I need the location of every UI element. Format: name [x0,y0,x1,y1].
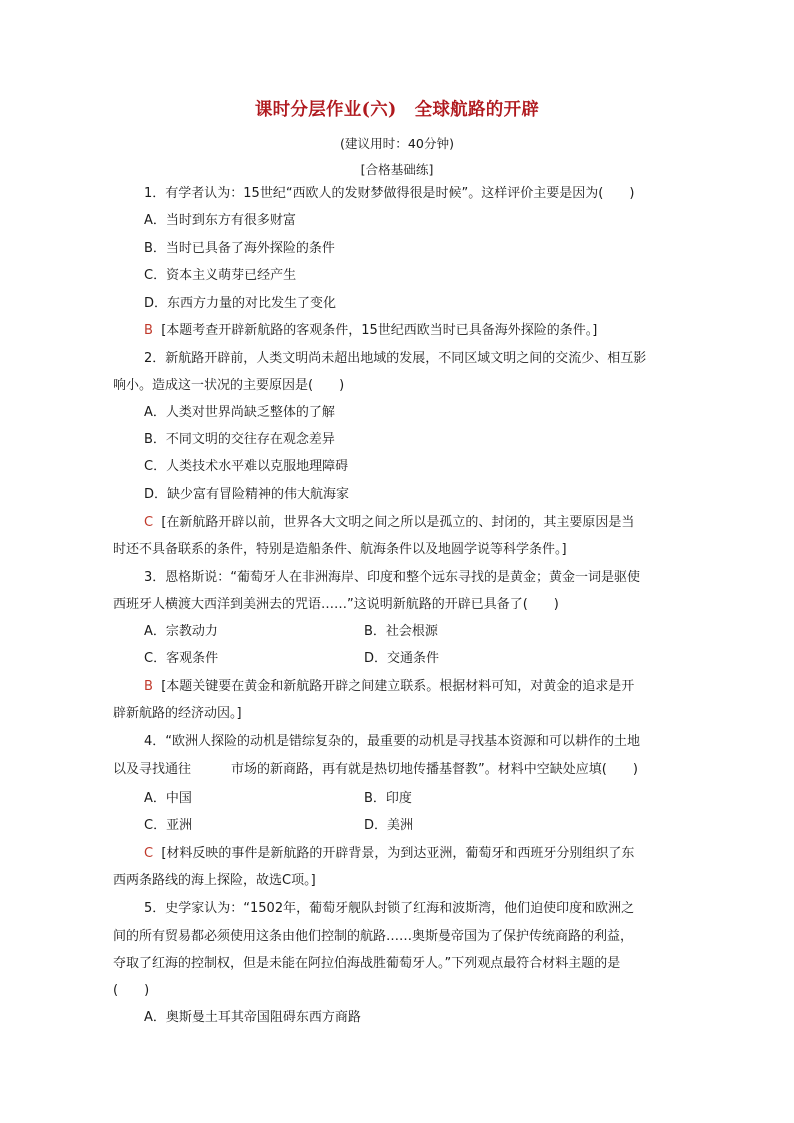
q5-stem-line3: 夺取了红海的控制权，但是未能在阿拉伯海战胜葡萄牙人。”下列观点最符合材料主题的是 [113,956,621,971]
q4-option-b: B．印度 [364,791,412,806]
q1-explanation-text: [本题考查开辟新航路的客观条件，15世纪西欧当时已具备海外探险的条件。] [161,323,598,338]
q4-option-d: D．美洲 [364,818,414,833]
q4-option-a: A．中国 [144,791,192,806]
q4-stem-line2 [113,761,638,779]
title-topic: 全球航路的开辟 [414,100,540,120]
q3-option-c: C．客观条件 [144,651,219,666]
q5-stem-line4: ( ) [113,983,150,998]
q5-option-a: A．奥斯曼土耳其帝国阻碍东西方商路 [144,1010,361,1025]
q1-explanation [144,322,597,340]
q2-option-b: B．不同文明的交往存在观念差异 [144,432,335,447]
q4-explanation-line1: [材料反映的事件是新航路的开辟背景，为到达亚洲，葡萄牙和西班牙分别组织了东 [161,846,635,861]
q2-explanation-line2: 时还不具备联系的条件，特别是造船条件、航海条件以及地圆学说等科学条件。] [113,542,567,557]
q3-option-a: A．宗教动力 [144,624,218,639]
page-title [0,96,794,121]
time-hint: (建议用时：40分钟) [339,136,454,151]
q3-explanation-line1: [本题关键要在黄金和新航路开辟之间建立联系。根据材料可知，对黄金的追求是开 [161,679,635,694]
q1-option-d: D．东西方力量的对比发生了变化 [144,296,337,311]
q4-answer: C [144,846,154,861]
q1-option-c: C．资本主义萌芽已经产生 [144,268,297,283]
q3-explanation [144,678,634,696]
q4-option-c: C．亚洲 [144,818,193,833]
q4-stem-line2-start: 以及寻找通往 [113,762,192,777]
title-main: 课时分层作业(六) [254,100,397,120]
q4-stem-line2-end: 市场的新商路，再有就是热切地传播基督教”。材料中空缺处应填( ) [231,762,638,777]
q5-stem-line2: 间的所有贸易都必须使用这条由他们控制的航路……奥斯曼帝国为了保护传统商路的利益， [113,929,634,944]
q3-explanation-line2: 辟新航路的经济动因。] [113,706,242,721]
q4-stem-line1: 4．“欧洲人探险的动机是错综复杂的，最重要的动机是寻找基本资源和可以耕作的土地 [144,734,641,749]
q1-answer: B [144,323,153,338]
section-heading: [合格基础练] [360,162,434,177]
q2-answer: C [144,515,154,530]
q2-explanation-line1: [在新航路开辟以前，世界各大文明之间之所以是孤立的、封闭的，其主要原因是当 [161,515,635,530]
q3-option-b: B．社会根源 [364,624,438,639]
q3-option-d: D．交通条件 [364,651,440,666]
q2-stem-line1: 2．新航路开辟前，人类文明尚未超出地域的发展，不同区域文明之间的交流少、相互影 [144,351,647,366]
q2-explanation [144,514,634,532]
q3-stem-line1: 3．恩格斯说：“葡萄牙人在非洲海岸、印度和整个远东寻找的是黄金；黄金一词是驱使 [144,570,641,585]
q1-stem: 1．有学者认为：15世纪“西欧人的发财梦做得很是时候”。这样评价主要是因为( ) [144,186,635,201]
q4-explanation [144,845,634,863]
q2-option-c: C．人类技术水平难以克服地理障碍 [144,459,349,474]
q2-option-d: D．缺少富有冒险精神的伟大航海家 [144,487,350,502]
q2-option-a: A．人类对世界尚缺乏整体的了解 [144,405,335,420]
q4-explanation-line2: 西两条路线的海上探险，故选C项。] [113,873,316,888]
q3-answer: B [144,679,153,694]
q5-stem-line1: 5．史学家认为：“1502年，葡萄牙舰队封锁了红海和波斯湾，他们迫使印度和欧洲之 [144,901,635,916]
q1-option-a: A．当时到东方有很多财富 [144,213,296,228]
q2-stem-line2: 响小。造成这一状况的主要原因是( ) [113,378,345,393]
q3-stem-line2: 西班牙人横渡大西洋到美洲去的咒语……”这说明新航路的开辟已具备了( ) [113,597,559,612]
q1-option-b: B．当时已具备了海外探险的条件 [144,241,335,256]
